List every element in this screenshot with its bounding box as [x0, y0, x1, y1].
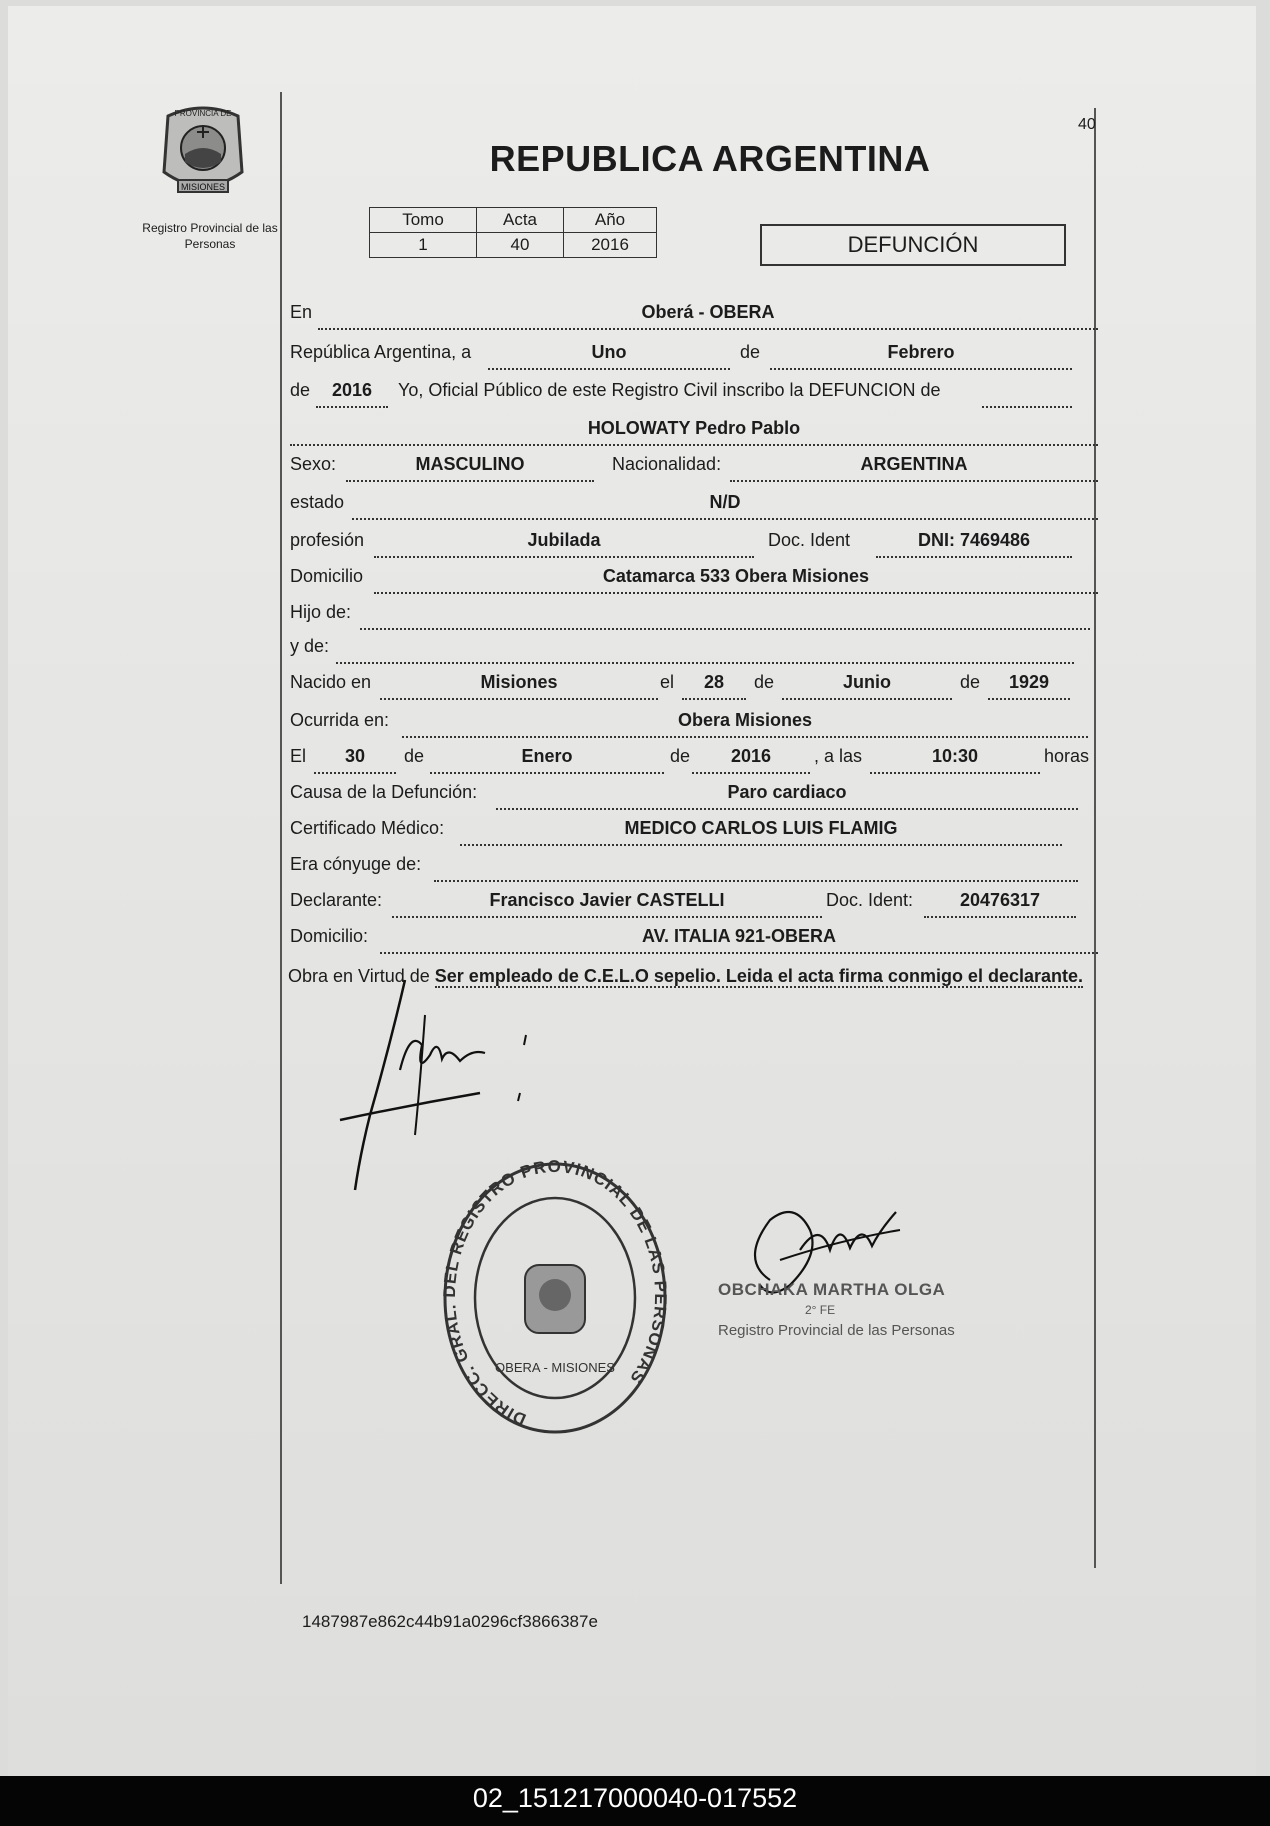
- provincial-crest-icon: [158, 102, 248, 202]
- el-upper-label: El: [290, 746, 307, 766]
- obra-text-field: Ser empleado de C.E.L.O sepelio. Leida el acta firma conmigo el declarante.: [434, 966, 1083, 986]
- yo-text: Yo, Oficial Público de este Registro Civil inscribo la DEFUNCION de: [398, 380, 941, 400]
- de-label-4: de: [960, 672, 981, 692]
- nacido-lugar-field: Misiones: [380, 672, 658, 700]
- tomo-value: 1: [370, 233, 477, 258]
- acta-value: 40: [477, 233, 564, 258]
- hijo-de-label: Hijo de:: [290, 602, 352, 622]
- hora-field: 10:30: [870, 746, 1040, 774]
- y-de-field: [336, 636, 1074, 664]
- page-title: REPUBLICA ARGENTINA: [489, 138, 931, 179]
- record-reference-table: [369, 207, 657, 258]
- anio-value: 2016: [564, 233, 657, 258]
- profesion-field: Jubilada: [374, 530, 754, 558]
- el-label: el: [660, 672, 675, 692]
- republica-label: República Argentina, a: [290, 342, 472, 362]
- profesion-label: profesión: [290, 530, 365, 550]
- de-label-1: de: [740, 342, 761, 362]
- left-margin-line: [280, 92, 282, 1584]
- causa-label: Causa de la Defunción:: [290, 782, 478, 802]
- fallecimiento-dia-field: 30: [314, 746, 396, 774]
- registry-stamp-icon: [440, 1160, 670, 1436]
- crest-text-top: PROVINCIA DE: [174, 109, 232, 118]
- a-las-label: , a las: [814, 746, 863, 766]
- de-label-3: de: [754, 672, 775, 692]
- anio-field: 2016: [316, 380, 388, 408]
- stamp-ring-text: DIRECC. GRAL. DEL REGISTRO PROVINCIAL DE LAS PERSONAS: [440, 1160, 670, 1430]
- documento-field: DNI: 7469486: [876, 530, 1072, 558]
- tomo-label: Tomo: [370, 208, 477, 233]
- dia-field: Uno: [488, 342, 730, 370]
- nacido-en-label: Nacido en: [290, 672, 372, 692]
- nacido-mes-field: Junio: [782, 672, 952, 700]
- mes-field: Febrero: [770, 342, 1072, 370]
- footer-code: 02_151217000040-017552: [472, 1783, 798, 1813]
- declarante-domicilio-field: AV. ITALIA 921-OBERA: [380, 926, 1098, 954]
- domicilio-colon-label: Domicilio:: [290, 926, 369, 946]
- yo-blank-field: [982, 380, 1072, 408]
- doc-ident-colon-label: Doc. Ident:: [826, 890, 914, 910]
- obra-label: Obra en Virtud de: [288, 966, 430, 986]
- page-number: 40: [1078, 116, 1096, 133]
- sexo-field: MASCULINO: [346, 454, 594, 482]
- estado-label: estado: [290, 492, 345, 512]
- lugar-field: Oberá - OBERA: [318, 302, 1098, 330]
- domicilio-label: Domicilio: [290, 566, 364, 586]
- estado-field: N/D: [352, 492, 1098, 520]
- ocurrida-en-label: Ocurrida en:: [290, 710, 390, 730]
- stamp-inner-text: OBERA - MISIONES: [495, 1360, 615, 1375]
- nacido-dia-field: 28: [682, 672, 746, 700]
- fallecimiento-mes-field: Enero: [430, 746, 664, 774]
- crest-text-bottom: MISIONES: [180, 182, 226, 192]
- sexo-label: Sexo:: [290, 454, 337, 474]
- de-label-5: de: [404, 746, 425, 766]
- official-title: 2° FE: [805, 1303, 836, 1317]
- hijo-de-field: [360, 602, 1090, 630]
- ocurrida-en-field: Obera Misiones: [402, 710, 1088, 738]
- issuer-caption: Registro Provincial de las Personas: [142, 221, 278, 251]
- certificado-field: MEDICO CARLOS LUIS FLAMIG: [460, 818, 1062, 846]
- official-name: OBCHAKA MARTHA OLGA: [718, 1280, 946, 1299]
- fallecimiento-anio-field: 2016: [692, 746, 810, 774]
- causa-field: Paro cardiaco: [496, 782, 1078, 810]
- declarante-doc-field: 20476317: [924, 890, 1076, 918]
- de-label-2: de: [290, 380, 311, 400]
- certificado-label: Certificado Médico:: [290, 818, 445, 838]
- doc-ident-label: Doc. Ident: [768, 530, 851, 550]
- anio-label: Año: [564, 208, 657, 233]
- y-de-label: y de:: [290, 636, 330, 656]
- conyuge-field: [434, 854, 1078, 882]
- de-label-6: de: [670, 746, 691, 766]
- horas-label: horas: [1044, 746, 1090, 766]
- document-hash: 1487987e862c44b91a0296cf3866387e: [302, 1612, 598, 1631]
- official-office: Registro Provincial de las Personas: [718, 1322, 955, 1339]
- nacionalidad-field: ARGENTINA: [730, 454, 1098, 482]
- acta-label: Acta: [477, 208, 564, 233]
- domicilio-field: Catamarca 533 Obera Misiones: [374, 566, 1098, 594]
- act-type-box: DEFUNCIÓN: [760, 224, 1066, 266]
- en-label: En: [290, 302, 313, 322]
- conyuge-label: Era cónyuge de:: [290, 854, 422, 874]
- nacido-anio-field: 1929: [988, 672, 1070, 700]
- nombre-field: HOLOWATY Pedro Pablo: [290, 418, 1098, 446]
- declarante-field: Francisco Javier CASTELLI: [392, 890, 822, 918]
- declarante-label: Declarante:: [290, 890, 383, 910]
- nacionalidad-label: Nacionalidad:: [612, 454, 722, 474]
